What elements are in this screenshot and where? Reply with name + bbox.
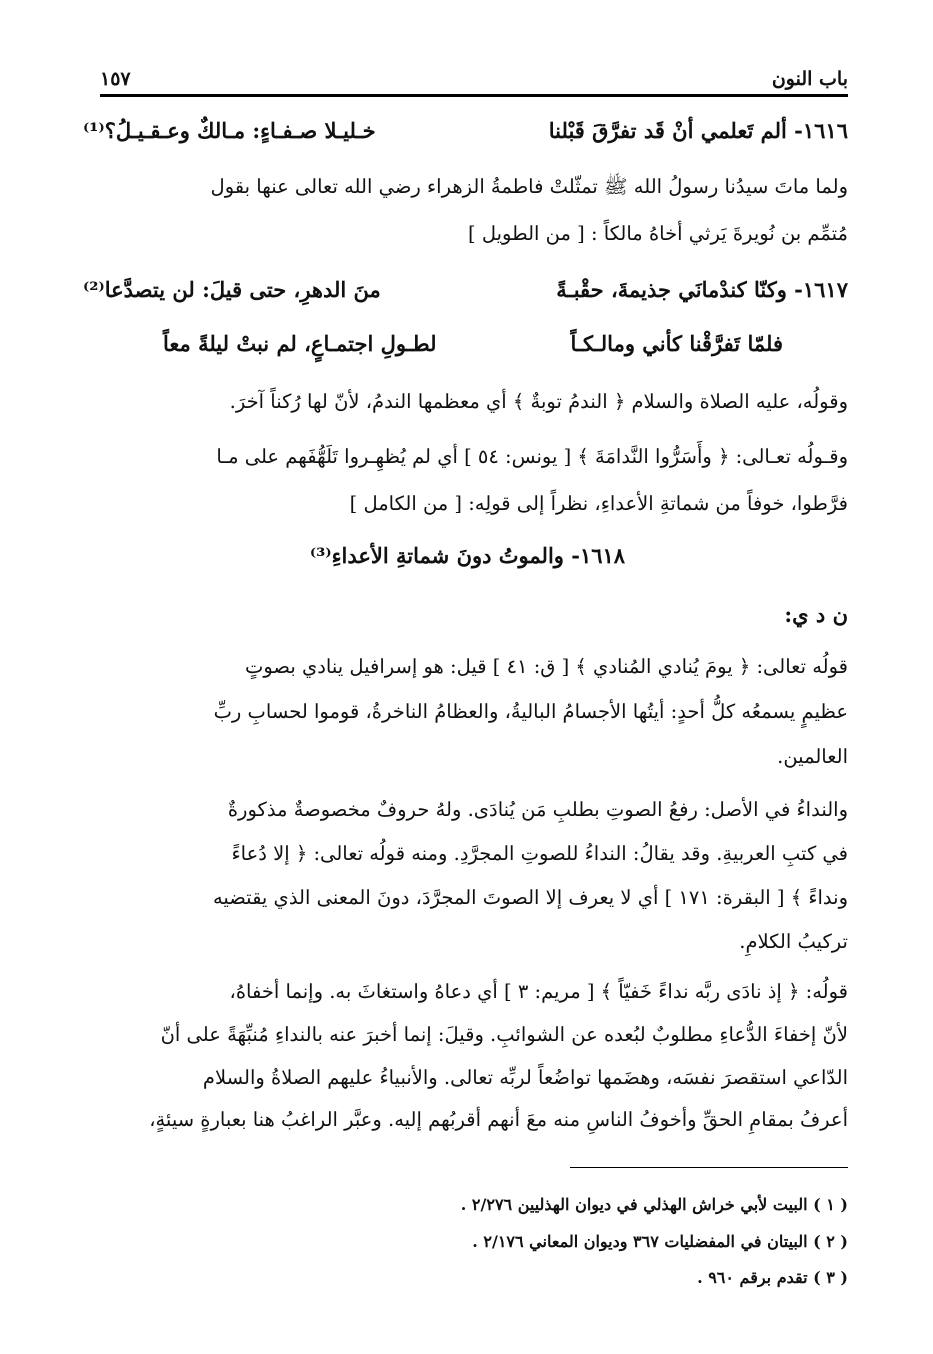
paragraph-line: ونداءً ﴾ [ البقرة: ١٧١ ] أي لا يعرف إلا الصوتَ المجرَّدَ، دونَ المعنى الذي يقتضيه (212, 886, 848, 909)
page-number: ١٥٧ (100, 68, 131, 90)
verse-1617-line-2 (163, 331, 783, 356)
paragraph-line: عظيمٍ يسمعُه كلُّ أحدٍ: أيتُها الأجسامُ الباليةُ، والعظامُ الناخرةُ، قوموا لحسابِ ربِّ (213, 700, 848, 723)
root-heading: ن د ي: (784, 602, 848, 627)
header-rule (100, 94, 848, 97)
footnote-rule (570, 1167, 848, 1168)
verse-1617-hemistich: فلمّا تَفرَّقْنا كأني ومالـكـاً (570, 331, 783, 356)
paragraph-line: وقولُه، عليه الصلاة والسلام ﴿ الندمُ توبةٌ ﴾ أي معظمها الندمُ، لأنّ لها رُكناً آخرَ. (229, 390, 848, 413)
paragraph-line: في كتبِ العربيةِ. وقد يقالُ: النداءُ للصوتِ المجرَّدِ. ومنه قولُه تعالى: ﴿ إلا دُعاءً (231, 842, 848, 865)
paragraph-line: قولُه تعالى: ﴿ يومَ يُنادي المُنادي ﴾ [ ق: ٤١ ] قيل: هو إسرافيل ينادي بصوتٍ (245, 655, 848, 678)
paragraph-line: قولُه: ﴿ إذ نادَى ربَّه نداءً خَفيّاً ﴾ [ مريم: ٣ ] أي دعاهُ واستغاثَ به. وإنما أخفاهُ، (229, 980, 848, 1003)
paragraph-line: الدّاعي استقصرَ نفسَه، وهضَمها تواضُعاً لربِّه تعالى. والأنبياءُ عليهم الصلاةُ والسلام (202, 1066, 848, 1089)
paragraph-line: فرَّطوا، خوفاً من شماتةِ الأعداءِ، نظراً إلى قولِه: [ من الكامل ] (349, 492, 848, 515)
page-header (100, 50, 848, 90)
verse-1616-first-hemistich: ١٦١٦- ألم تَعلمي أنْ قَد تفرَّقَ قَبْلنا (548, 118, 848, 143)
verse-1617-hemistich: لطـولِ اجتمـاعٍ، لم نبتْ ليلةً معاً (163, 331, 437, 356)
paragraph-line: وقـولُه تعـالى: ﴿ وأَسَرُّوا النَّدامَةَ ﴾ [ يونس: ٥٤ ] أي لم يُظهِـروا تَلَهُّفَهم على مـا (216, 445, 848, 468)
verse-1616 (83, 118, 848, 143)
verse-1616-second-hemistich: خـليـلا صـفـاءٍ: مـالكٌ وعـقـيـلُ؟⁽¹⁾ (83, 118, 376, 143)
paragraph-line: لأنّ إخفاءَ الدُّعاءِ مطلوبٌ لبُعده عن الشوائبِ. وقيلَ: إنما أخبرَ عنه بالنداءِ مُنبِّهَةً على أنّ (160, 1023, 848, 1046)
chapter-title: باب النون (771, 68, 848, 90)
verse-1617-hemistich: ١٦١٧- وكنّا كندْمانَي جذيمةَ، حقْبـةً (556, 277, 848, 302)
verse-1618: ١٦١٨- والموتُ دونَ شماتةِ الأعداءِ⁽³⁾ (309, 543, 626, 568)
footnote-2: ( ٢ ) البيتان في المفضليات ٣٦٧ وديوان المعاني ٢/١٧٦ . (472, 1232, 848, 1251)
verse-1617-line-1 (83, 277, 848, 302)
paragraph-line: ولما ماتَ سيدُنا رسولُ الله ﷺ تمثّلتْ فاطمةُ الزهراء رضي الله تعالى عنها بقول (210, 175, 848, 198)
verse-1617-hemistich: منَ الدهرِ، حتى قيلَ: لن يتصدَّعا⁽²⁾ (83, 277, 381, 302)
paragraph-line: العالمين. (777, 745, 848, 768)
paragraph-line: والنداءُ في الأصل: رفعُ الصوتِ بطلبِ مَن يُنادَى. ولهُ حروفٌ مخصوصةٌ مذكورةٌ (227, 798, 848, 821)
paragraph-line: تركيبُ الكلامِ. (739, 930, 848, 953)
paragraph-line: أعرفُ بمقامِ الحقِّ وأخوفُ الناسِ منه معَ أنهم أقربُهم إليه. وعبَّر الراغبُ هنا بعبارةٍ سيئةٍ، (149, 1108, 848, 1131)
footnote-3: ( ٣ ) تقدم برقم ٩٦٠ . (697, 1268, 848, 1287)
footnote-1: ( ١ ) البيت لأبي خراش الهذلي في ديوان الهذليين ٢/٢٧٦ . (460, 1195, 848, 1214)
paragraph-line: مُتمِّم بن نُويرةَ يَرثي أخاهُ مالكاً : [ من الطويل ] (468, 222, 848, 245)
